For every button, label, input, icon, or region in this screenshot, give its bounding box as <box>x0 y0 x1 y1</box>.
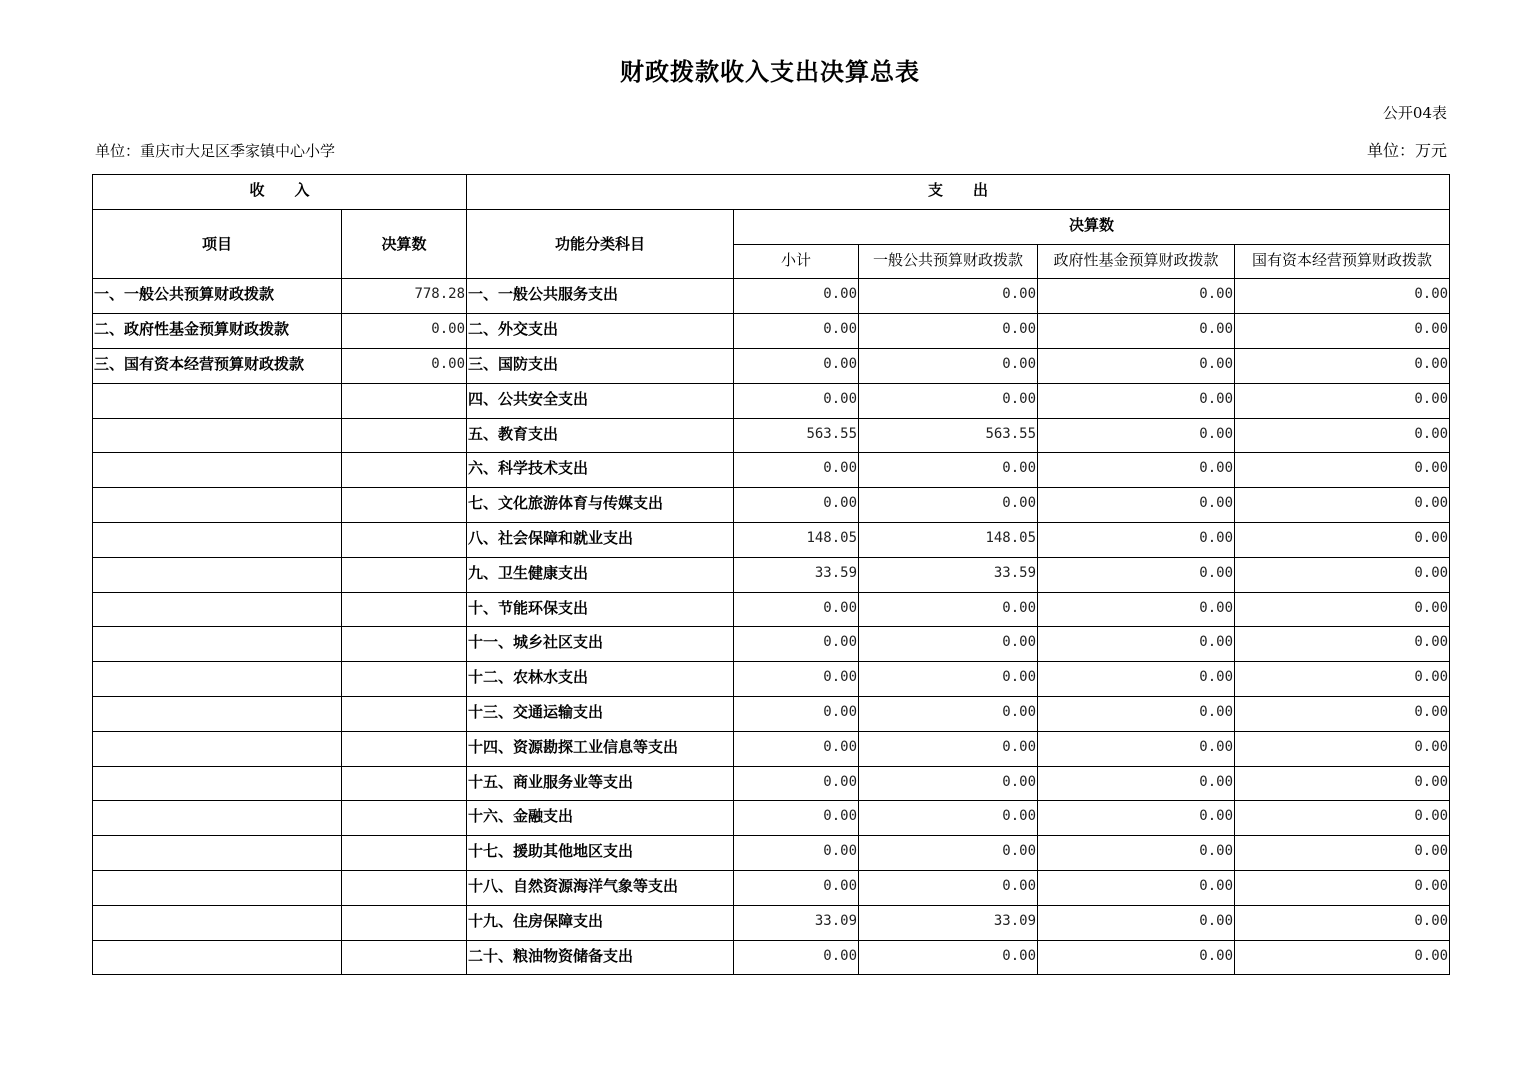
state-capital-cell: 0.00 <box>1235 453 1450 488</box>
table-row <box>93 383 1450 418</box>
subtotal-cell: 33.09 <box>734 905 859 940</box>
general-budget-cell: 0.00 <box>859 627 1038 662</box>
category-cell: 十四、资源勘探工业信息等支出 <box>467 731 734 766</box>
function-category-header: 功能分类科目 <box>467 209 734 279</box>
category-cell: 十二、农林水支出 <box>467 662 734 697</box>
subtotal-cell: 0.00 <box>734 314 859 349</box>
state-capital-cell: 0.00 <box>1235 383 1450 418</box>
state-capital-cell: 0.00 <box>1235 557 1450 592</box>
general-budget-cell: 0.00 <box>859 348 1038 383</box>
income-item-cell <box>93 801 342 836</box>
gov-fund-cell: 0.00 <box>1038 348 1235 383</box>
table-row <box>93 557 1450 592</box>
general-budget-cell: 0.00 <box>859 488 1038 523</box>
subtotal-cell: 0.00 <box>734 453 859 488</box>
income-amount-cell <box>342 453 467 488</box>
income-amount-cell <box>342 801 467 836</box>
category-cell: 十九、住房保障支出 <box>467 905 734 940</box>
subtotal-cell: 0.00 <box>734 836 859 871</box>
category-cell: 六、科学技术支出 <box>467 453 734 488</box>
income-amount-cell <box>342 488 467 523</box>
state-capital-cell: 0.00 <box>1235 766 1450 801</box>
gov-fund-cell: 0.00 <box>1038 801 1235 836</box>
general-budget-cell: 0.00 <box>859 731 1038 766</box>
page-title: 财政拨款收入支出决算总表 <box>620 57 920 86</box>
gov-fund-cell: 0.00 <box>1038 557 1235 592</box>
general-budget-cell: 563.55 <box>859 418 1038 453</box>
final-amount-group-header: 决算数 <box>734 209 1450 244</box>
table-row <box>93 348 1450 383</box>
income-amount-cell <box>342 383 467 418</box>
category-cell: 十六、金融支出 <box>467 801 734 836</box>
state-capital-cell: 0.00 <box>1235 627 1450 662</box>
gov-fund-cell: 0.00 <box>1038 592 1235 627</box>
state-capital-cell: 0.00 <box>1235 522 1450 557</box>
gov-fund-cell: 0.00 <box>1038 627 1235 662</box>
subtotal-header: 小计 <box>734 244 859 279</box>
subtotal-cell: 0.00 <box>734 348 859 383</box>
table-row <box>93 314 1450 349</box>
general-budget-cell: 0.00 <box>859 453 1038 488</box>
gov-fund-header: 政府性基金预算财政拨款 <box>1038 244 1235 279</box>
category-cell: 三、国防支出 <box>467 348 734 383</box>
subtotal-cell: 0.00 <box>734 627 859 662</box>
income-amount-cell <box>342 557 467 592</box>
form-number: 公开04表 <box>1382 104 1447 122</box>
category-cell: 十五、商业服务业等支出 <box>467 766 734 801</box>
subtotal-cell: 0.00 <box>734 383 859 418</box>
gov-fund-cell: 0.00 <box>1038 905 1235 940</box>
gov-fund-cell: 0.00 <box>1038 488 1235 523</box>
category-cell: 十七、援助其他地区支出 <box>467 836 734 871</box>
income-item-cell <box>93 488 342 523</box>
table-row <box>93 662 1450 697</box>
header-row-1 <box>93 175 1450 210</box>
income-item-cell <box>93 453 342 488</box>
general-budget-cell: 0.00 <box>859 279 1038 314</box>
category-cell: 一、一般公共服务支出 <box>467 279 734 314</box>
general-budget-cell: 0.00 <box>859 801 1038 836</box>
income-item-cell <box>93 836 342 871</box>
income-item-cell: 一、一般公共预算财政拨款 <box>93 279 342 314</box>
general-budget-cell: 0.00 <box>859 592 1038 627</box>
income-item-cell <box>93 905 342 940</box>
category-cell: 十一、城乡社区支出 <box>467 627 734 662</box>
category-cell: 七、文化旅游体育与传媒支出 <box>467 488 734 523</box>
income-amount-cell <box>342 905 467 940</box>
subtotal-cell: 0.00 <box>734 662 859 697</box>
general-budget-cell: 0.00 <box>859 940 1038 975</box>
income-amount-cell <box>342 418 467 453</box>
state-capital-cell: 0.00 <box>1235 314 1450 349</box>
state-capital-cell: 0.00 <box>1235 418 1450 453</box>
gov-fund-cell: 0.00 <box>1038 522 1235 557</box>
gov-fund-cell: 0.00 <box>1038 314 1235 349</box>
income-item-cell <box>93 418 342 453</box>
general-budget-cell: 0.00 <box>859 314 1038 349</box>
table-row <box>93 766 1450 801</box>
category-cell: 二、外交支出 <box>467 314 734 349</box>
general-budget-header: 一般公共预算财政拨款 <box>859 244 1038 279</box>
income-amount-cell: 778.28 <box>342 279 467 314</box>
category-cell: 五、教育支出 <box>467 418 734 453</box>
category-cell: 二十、粮油物资储备支出 <box>467 940 734 975</box>
table-row <box>93 418 1450 453</box>
income-item-cell <box>93 627 342 662</box>
category-cell: 十八、自然资源海洋气象等支出 <box>467 870 734 905</box>
gov-fund-cell: 0.00 <box>1038 696 1235 731</box>
table-row <box>93 522 1450 557</box>
general-budget-cell: 0.00 <box>859 836 1038 871</box>
income-amount-cell <box>342 731 467 766</box>
table-row <box>93 940 1450 975</box>
subtotal-cell: 0.00 <box>734 696 859 731</box>
income-amount-cell <box>342 940 467 975</box>
income-amount-cell <box>342 836 467 871</box>
gov-fund-cell: 0.00 <box>1038 418 1235 453</box>
general-budget-cell: 148.05 <box>859 522 1038 557</box>
income-amount-cell <box>342 592 467 627</box>
general-budget-cell: 0.00 <box>859 696 1038 731</box>
gov-fund-cell: 0.00 <box>1038 870 1235 905</box>
category-cell: 八、社会保障和就业支出 <box>467 522 734 557</box>
subtotal-cell: 33.59 <box>734 557 859 592</box>
subtotal-cell: 0.00 <box>734 870 859 905</box>
subtotal-cell: 0.00 <box>734 731 859 766</box>
state-capital-cell: 0.00 <box>1235 592 1450 627</box>
income-item-cell: 二、政府性基金预算财政拨款 <box>93 314 342 349</box>
income-amount-cell <box>342 766 467 801</box>
category-cell: 十三、交通运输支出 <box>467 696 734 731</box>
subtotal-cell: 148.05 <box>734 522 859 557</box>
state-capital-cell: 0.00 <box>1235 348 1450 383</box>
state-capital-cell: 0.00 <box>1235 488 1450 523</box>
table-row <box>93 453 1450 488</box>
income-item-cell <box>93 522 342 557</box>
income-item-cell <box>93 662 342 697</box>
gov-fund-cell: 0.00 <box>1038 940 1235 975</box>
income-item-cell <box>93 870 342 905</box>
income-amount-cell <box>342 522 467 557</box>
state-capital-cell: 0.00 <box>1235 940 1450 975</box>
subtotal-cell: 563.55 <box>734 418 859 453</box>
subtotal-cell: 0.00 <box>734 766 859 801</box>
gov-fund-cell: 0.00 <box>1038 836 1235 871</box>
income-header: 收 入 <box>93 175 467 210</box>
state-capital-cell: 0.00 <box>1235 801 1450 836</box>
unit-organization: 单位：重庆市大足区季家镇中心小学 <box>95 142 336 160</box>
table-row <box>93 696 1450 731</box>
subtotal-cell: 0.00 <box>734 592 859 627</box>
gov-fund-cell: 0.00 <box>1038 766 1235 801</box>
final-amount-header: 决算数 <box>342 209 467 279</box>
income-item-cell <box>93 383 342 418</box>
gov-fund-cell: 0.00 <box>1038 662 1235 697</box>
state-capital-cell: 0.00 <box>1235 870 1450 905</box>
income-item-cell <box>93 940 342 975</box>
income-amount-cell <box>342 696 467 731</box>
table-row <box>93 731 1450 766</box>
gov-fund-cell: 0.00 <box>1038 731 1235 766</box>
state-capital-cell: 0.00 <box>1235 905 1450 940</box>
gov-fund-cell: 0.00 <box>1038 279 1235 314</box>
income-item-cell <box>93 696 342 731</box>
income-amount-cell <box>342 870 467 905</box>
unit-currency: 单位：万元 <box>1366 141 1447 160</box>
subtotal-cell: 0.00 <box>734 940 859 975</box>
table-row <box>93 279 1450 314</box>
header-row-2 <box>93 209 1450 244</box>
state-capital-cell: 0.00 <box>1235 662 1450 697</box>
general-budget-cell: 0.00 <box>859 383 1038 418</box>
state-capital-cell: 0.00 <box>1235 731 1450 766</box>
subtotal-cell: 0.00 <box>734 488 859 523</box>
expense-header: 支 出 <box>467 175 1450 210</box>
state-capital-cell: 0.00 <box>1235 836 1450 871</box>
income-item-cell <box>93 557 342 592</box>
income-amount-cell: 0.00 <box>342 348 467 383</box>
income-item-cell <box>93 731 342 766</box>
income-amount-cell: 0.00 <box>342 314 467 349</box>
gov-fund-cell: 0.00 <box>1038 383 1235 418</box>
income-item-cell <box>93 766 342 801</box>
state-capital-cell: 0.00 <box>1235 279 1450 314</box>
subtotal-cell: 0.00 <box>734 279 859 314</box>
table-row <box>93 836 1450 871</box>
table-row <box>93 905 1450 940</box>
table-row <box>93 592 1450 627</box>
table-row <box>93 627 1450 662</box>
category-cell: 十、节能环保支出 <box>467 592 734 627</box>
table-row <box>93 488 1450 523</box>
general-budget-cell: 0.00 <box>859 870 1038 905</box>
general-budget-cell: 0.00 <box>859 662 1038 697</box>
budget-table <box>92 174 1450 975</box>
subtotal-cell: 0.00 <box>734 801 859 836</box>
item-header: 项目 <box>93 209 342 279</box>
category-cell: 九、卫生健康支出 <box>467 557 734 592</box>
general-budget-cell: 0.00 <box>859 766 1038 801</box>
income-item-cell <box>93 592 342 627</box>
table-row <box>93 870 1450 905</box>
income-item-cell: 三、国有资本经营预算财政拨款 <box>93 348 342 383</box>
income-amount-cell <box>342 627 467 662</box>
category-cell: 四、公共安全支出 <box>467 383 734 418</box>
gov-fund-cell: 0.00 <box>1038 453 1235 488</box>
table-row <box>93 801 1450 836</box>
state-capital-header: 国有资本经营预算财政拨款 <box>1235 244 1450 279</box>
general-budget-cell: 33.09 <box>859 905 1038 940</box>
state-capital-cell: 0.00 <box>1235 696 1450 731</box>
income-amount-cell <box>342 662 467 697</box>
general-budget-cell: 33.59 <box>859 557 1038 592</box>
